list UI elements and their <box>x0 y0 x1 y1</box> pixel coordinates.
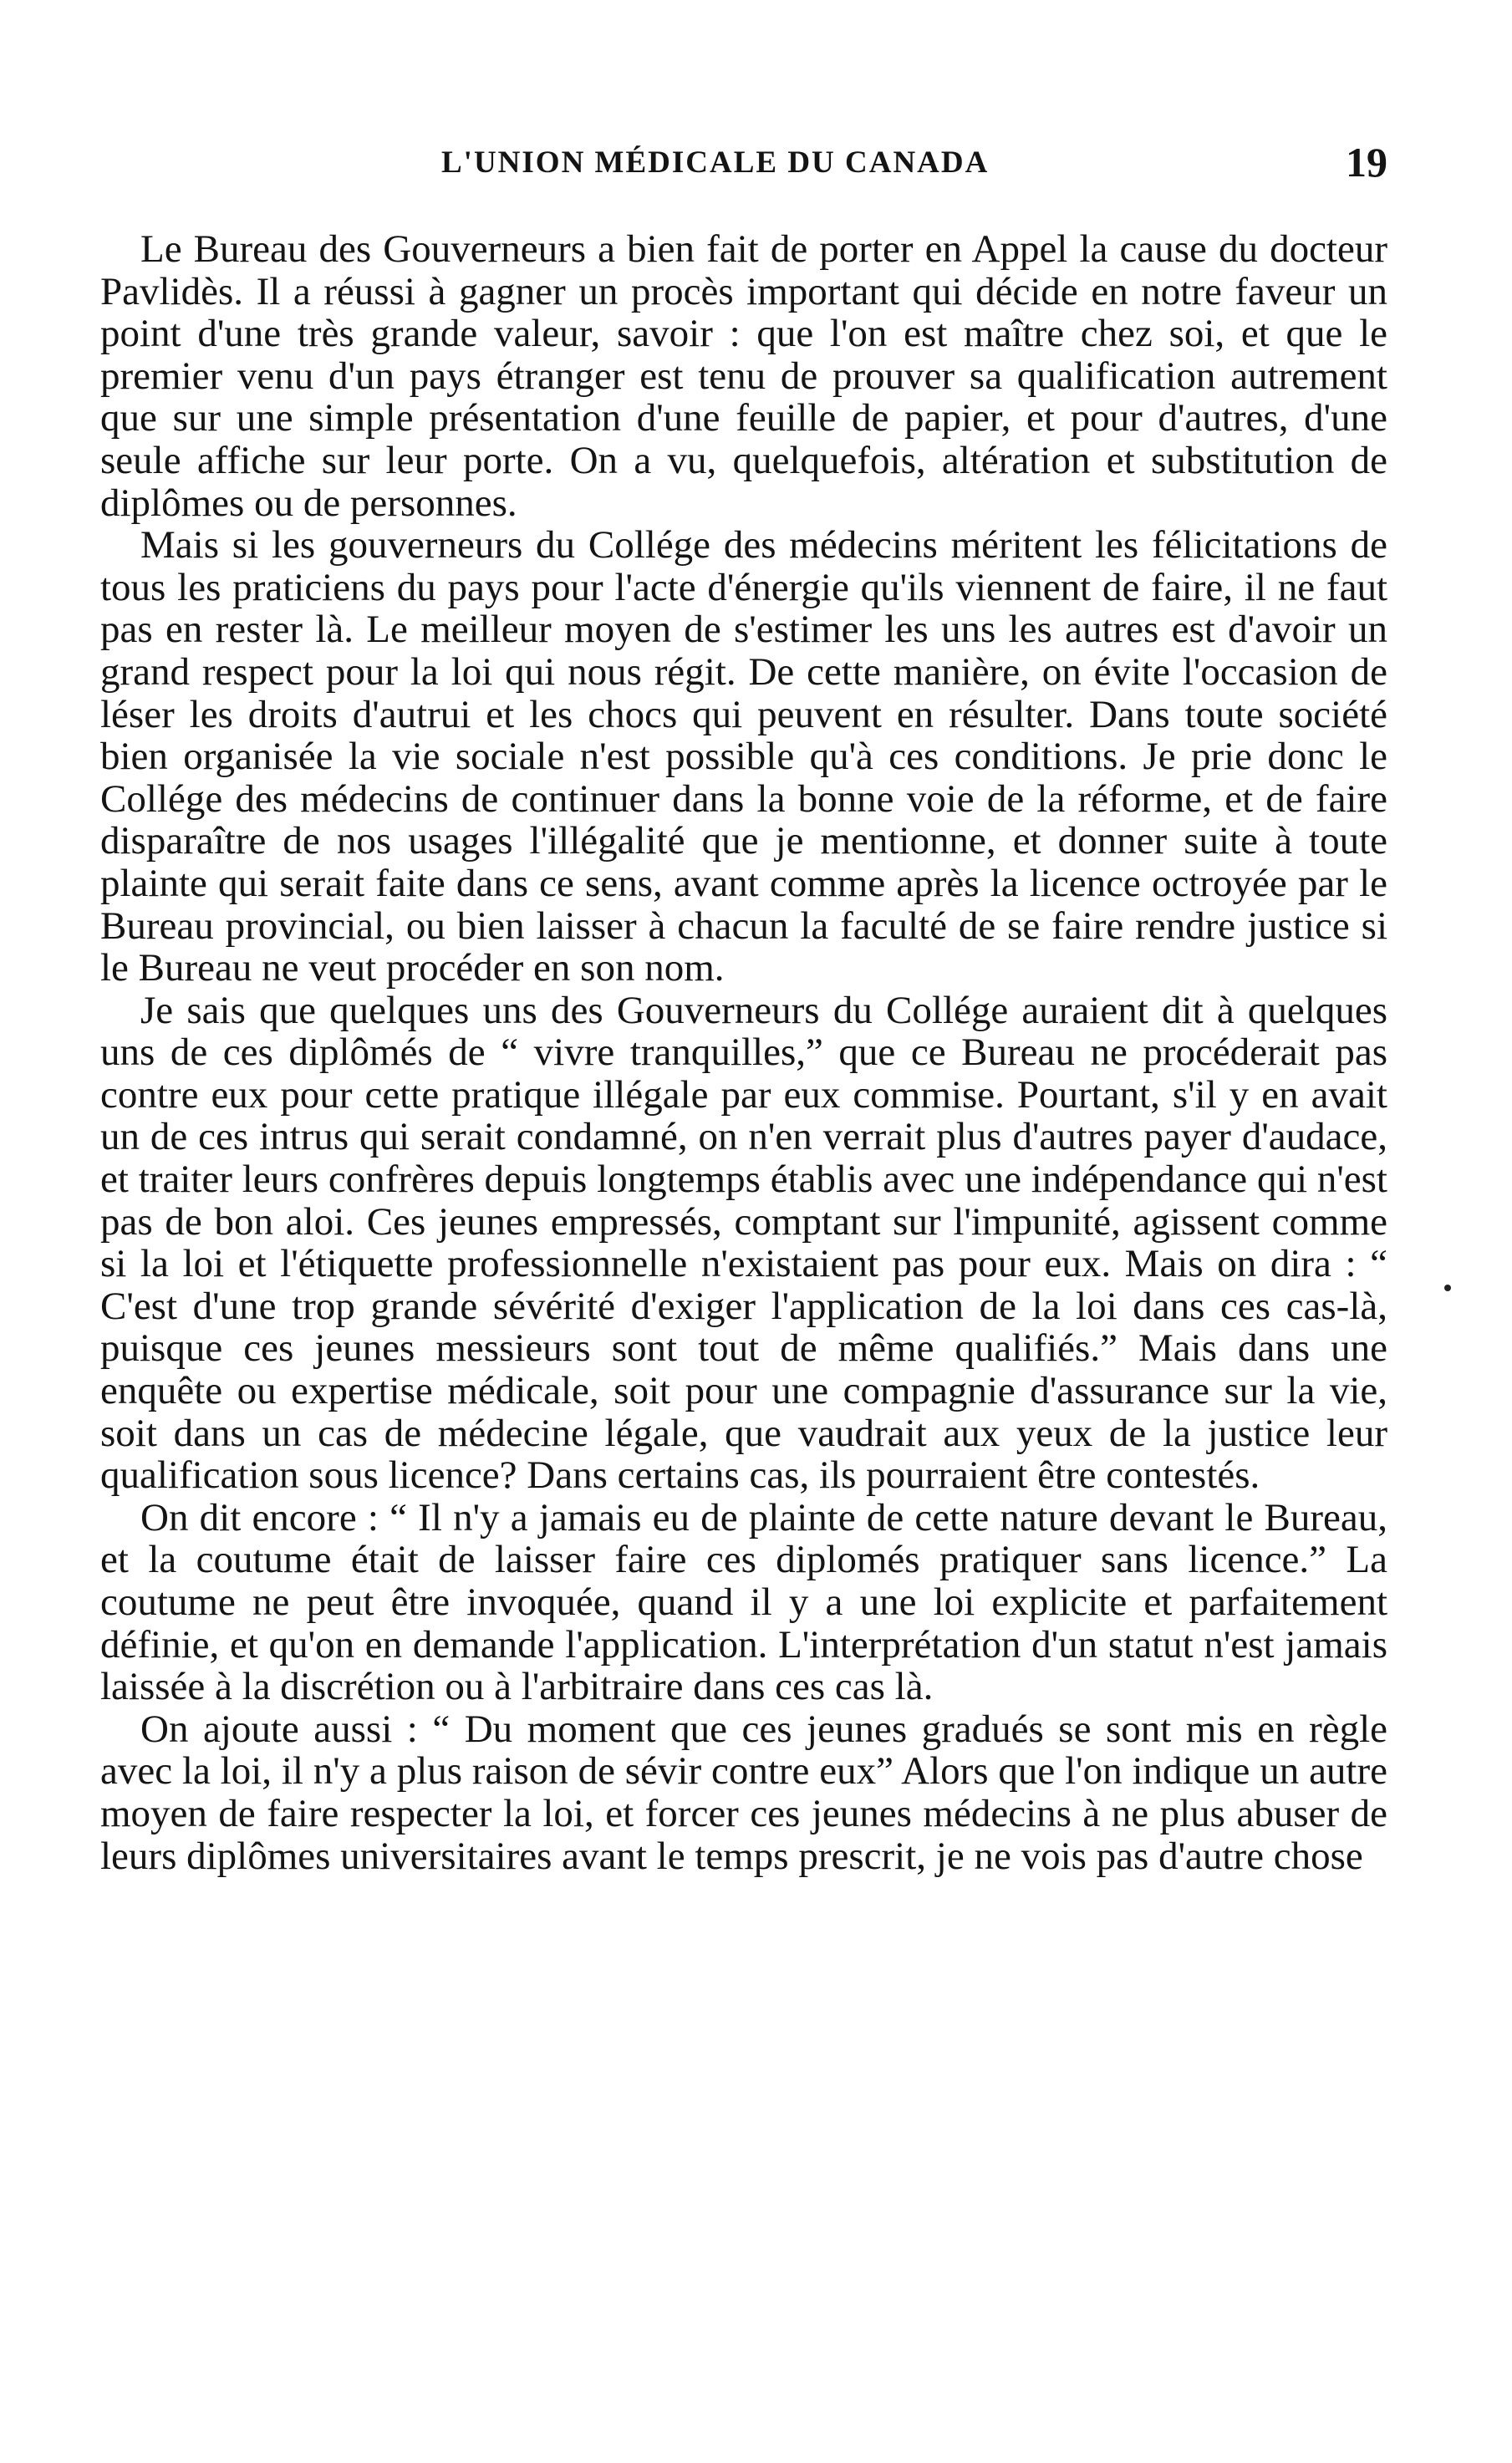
running-head: L'UNION MÉDICALE DU CANADA <box>441 145 990 180</box>
paragraph: Je sais que quelques uns des Gouverneurs du Collége auraient dit à quelques uns de ces diplômés de “ vivre tranquilles,” que ce Bureau ne procéderait pas contre eux pour cette pratique illégale par eux commise. Pourtant, s'il y en avait un de ces intrus qui serait condamné, on n'en verrait plus d'autres payer d'audace, et traiter leurs confrères depuis longtemps établis avec une indépendance qui n'est pas de bon aloi. Ces jeunes empressés, comptant sur l'impunité, agissent comme si la loi et l'étiquette professionnelle n'existaient pas pour eux. Mais on dira : “ C'est d'une trop grande sévérité d'exiger l'application de la loi dans ces cas-là, puisque ces jeunes messieurs sont tout de même qualifiés.” Mais dans une enquête ou expertise médicale, soit pour une compagnie d'assurance sur la vie, soit dans un cas de médecine légale, que vaudrait aux yeux de la justice leur qualification sous licence? Dans certains cas, ils pourraient être contestés. <box>100 988 1387 1498</box>
page-number: 19 <box>1346 139 1387 186</box>
paragraph: Le Bureau des Gouverneurs a bien fait de porter en Appel la cause du docteur Pavlidès. Il a réussi à gagner un procès important qui décide en notre faveur un point d'une très grande valeur, savoir : que l'on est maître chez soi, et que le premier venu d'un pays étranger est tenu de prouver sa qualification autrement que sur une simple présentation d'une feuille de papier, et pour d'autres, d'une seule affiche sur leur porte. On a vu, quelquefois, altération et substitution de diplômes ou de personnes. <box>100 227 1387 525</box>
paragraph: On dit encore : “ Il n'y a jamais eu de plainte de cette nature devant le Bureau, et la coutume était de laisser faire ces diplomés pratiquer sans licence.” La coutume ne peut être invoquée, quand il y a une loi explicite et parfaitement définie, et qu'on en demande l'application. L'interprétation d'un statut n'est jamais laissée à la discrétion ou à l'arbitraire dans ces cas là. <box>100 1495 1387 1709</box>
paragraph: On ajoute aussi : “ Du moment que ces jeunes gradués se sont mis en règle avec la loi, il n'y a plus raison de sévir contre eux” Alors que l'on indique un autre moyen de faire respecter la loi, et forcer ces jeunes médecins à ne plus abuser de leurs diplômes universitaires avant le temps prescrit, je ne vois pas d'autre chose <box>100 1707 1387 1878</box>
paragraph: Mais si les gouverneurs du Collége des médecins méritent les félicitations de tous les praticiens du pays pour l'acte d'énergie qu'ils viennent de faire, il ne faut pas en rester là. Le meilleur moyen de s'estimer les uns les autres est d'avoir un grand respect pour la loi qui nous régit. De cette manière, on évite l'occasion de léser les droits d'autrui et les chocs qui peuvent en résulter. Dans toute société bien organisée la vie sociale n'est possible qu'à ces conditions. Je prie donc le Collége des médecins de continuer dans la bonne voie de la réforme, et de faire disparaître de nos usages l'illégalité que je mentionne, et donner suite à toute plainte qui serait faite dans ce sens, avant comme après la licence octroyée par le Bureau provincial, ou bien laisser à chacun la faculté de se faire rendre justice si le Bureau ne veut procéder en son nom. <box>100 523 1387 990</box>
margin-dot <box>1444 1285 1451 1291</box>
page-header <box>100 138 1387 196</box>
body-text <box>100 228 1387 1877</box>
